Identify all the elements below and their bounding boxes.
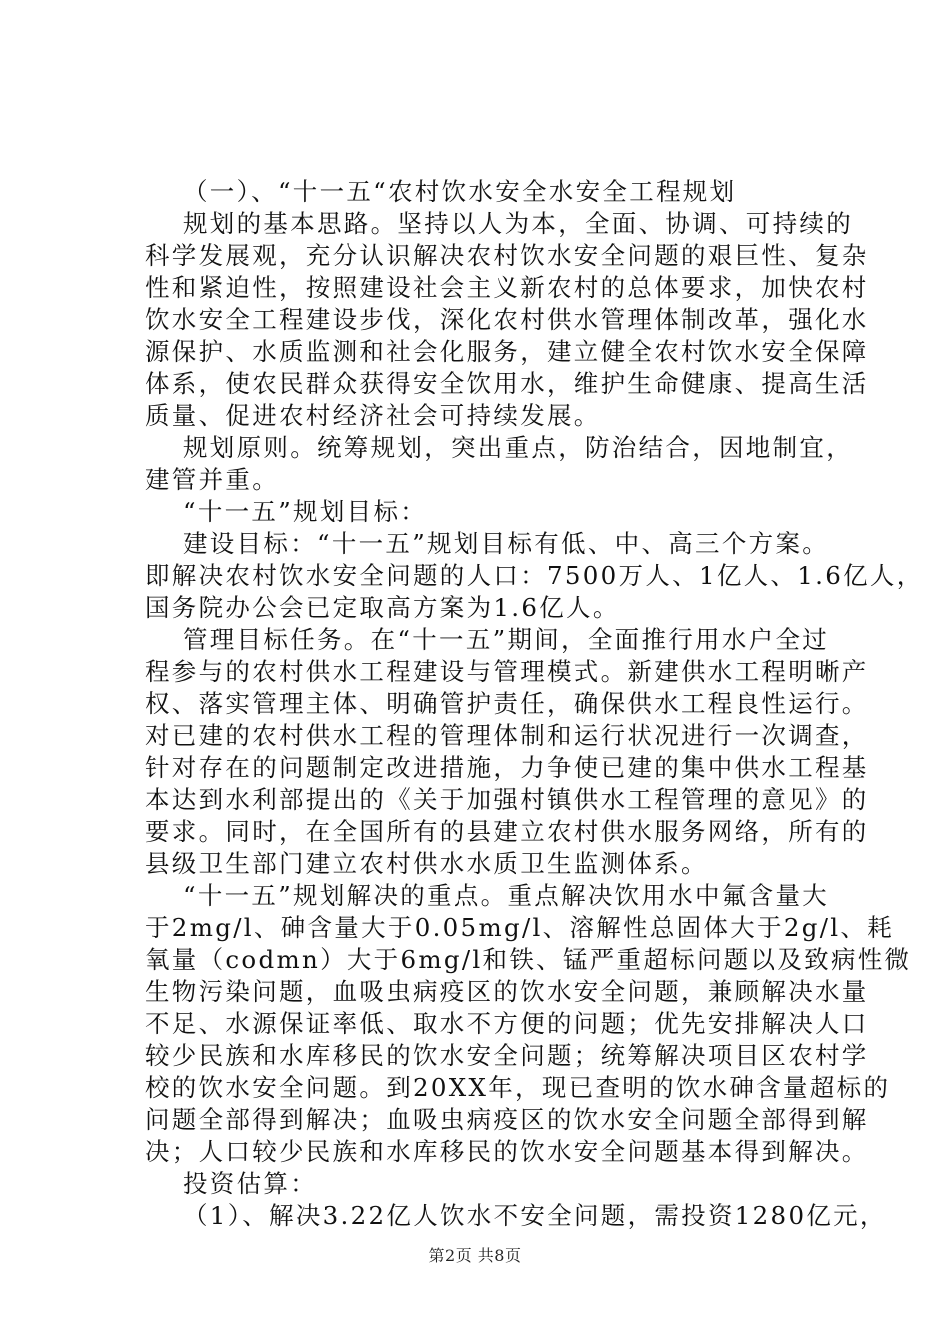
text-line: 体系，使农民群众获得安全饮用水，维护生命健康、提高生活 [145, 369, 869, 398]
text-line: 权、落实管理主体、明确管护责任，确保供水工程良性运行。 [145, 689, 869, 718]
text-line: 不足、水源保证率低、取水不方便的问题；优先安排解决人口 [145, 1009, 869, 1038]
text-line: 规划原则。统筹规划，突出重点，防治结合，因地制宜， [183, 433, 853, 462]
text-line: 国务院办公会已定取高方案为1.6亿人。 [145, 593, 620, 622]
text-line: 管理目标任务。在“十一五”期间，全面推行用水户全过 [183, 625, 830, 654]
text-line: 对已建的农村供水工程的管理体制和运行状况进行一次调查， [145, 721, 869, 750]
text-line: 建设目标：“十一五”规划目标有低、中、高三个方案。 [183, 529, 830, 558]
text-line: 科学发展观，充分认识解决农村饮水安全问题的艰巨性、复杂 [145, 241, 869, 270]
text-line: 要求。同时，在全国所有的县建立农村供水服务网络，所有的 [145, 817, 869, 846]
text-line: “十一五”规划目标： [183, 497, 428, 526]
text-line: （一）、“十一五“农村饮水安全水安全工程规划 [183, 177, 737, 206]
text-line: 氧量（codmn）大于6mg/l和铁、锰严重超标问题以及致病性微 [145, 945, 912, 974]
text-line: 决；人口较少民族和水库移民的饮水安全问题基本得到解决。 [145, 1137, 869, 1166]
page-footer: 第2页 共8页 [428, 1246, 522, 1265]
text-line: 建管并重。 [145, 465, 279, 494]
text-line: 县级卫生部门建立农村供水水质卫生监测体系。 [145, 849, 708, 878]
text-line: 校的饮水安全问题。到20XX年，现已查明的饮水砷含量超标的 [145, 1073, 891, 1102]
text-line: 规划的基本思路。坚持以人为本，全面、协调、可持续的 [183, 209, 853, 238]
text-line: 源保护、水质监测和社会化服务，建立健全农村饮水安全保障 [145, 337, 869, 366]
text-line: 性和紧迫性，按照建设社会主义新农村的总体要求，加快农村 [145, 273, 869, 302]
text-line: 程参与的农村供水工程建设与管理模式。新建供水工程明晰产 [145, 657, 869, 686]
text-line: 问题全部得到解决；血吸虫病疫区的饮水安全问题全部得到解 [145, 1105, 869, 1134]
text-line: 质量、促进农村经济社会可持续发展。 [145, 401, 601, 430]
text-line: 本达到水利部提出的《关于加强村镇供水工程管理的意见》的 [145, 785, 869, 814]
text-line: 饮水安全工程建设步伐，深化农村供水管理体制改革，强化水 [145, 305, 869, 334]
text-line: 生物污染问题，血吸虫病疫区的饮水安全问题，兼顾解决水量 [145, 977, 869, 1006]
text-line: 于2mg/l、砷含量大于0.05mg/l、溶解性总固体大于2g/l、耗 [145, 913, 895, 942]
text-line: “十一五”规划解决的重点。重点解决饮用水中氟含量大 [183, 881, 830, 910]
text-line: 较少民族和水库移民的饮水安全问题；统筹解决项目区农村学 [145, 1041, 869, 1070]
text-line: （1）、解决3.22亿人饮水不安全问题，需投资1280亿元， [183, 1201, 887, 1230]
document-body [145, 176, 924, 1232]
text-line: 即解决农村饮水安全问题的人口：7500万人、1亿人、1.6亿人， [145, 561, 924, 590]
text-line: 投资估算： [183, 1169, 317, 1198]
text-line: 针对存在的问题制定改进措施，力争使已建的集中供水工程基 [145, 753, 869, 782]
